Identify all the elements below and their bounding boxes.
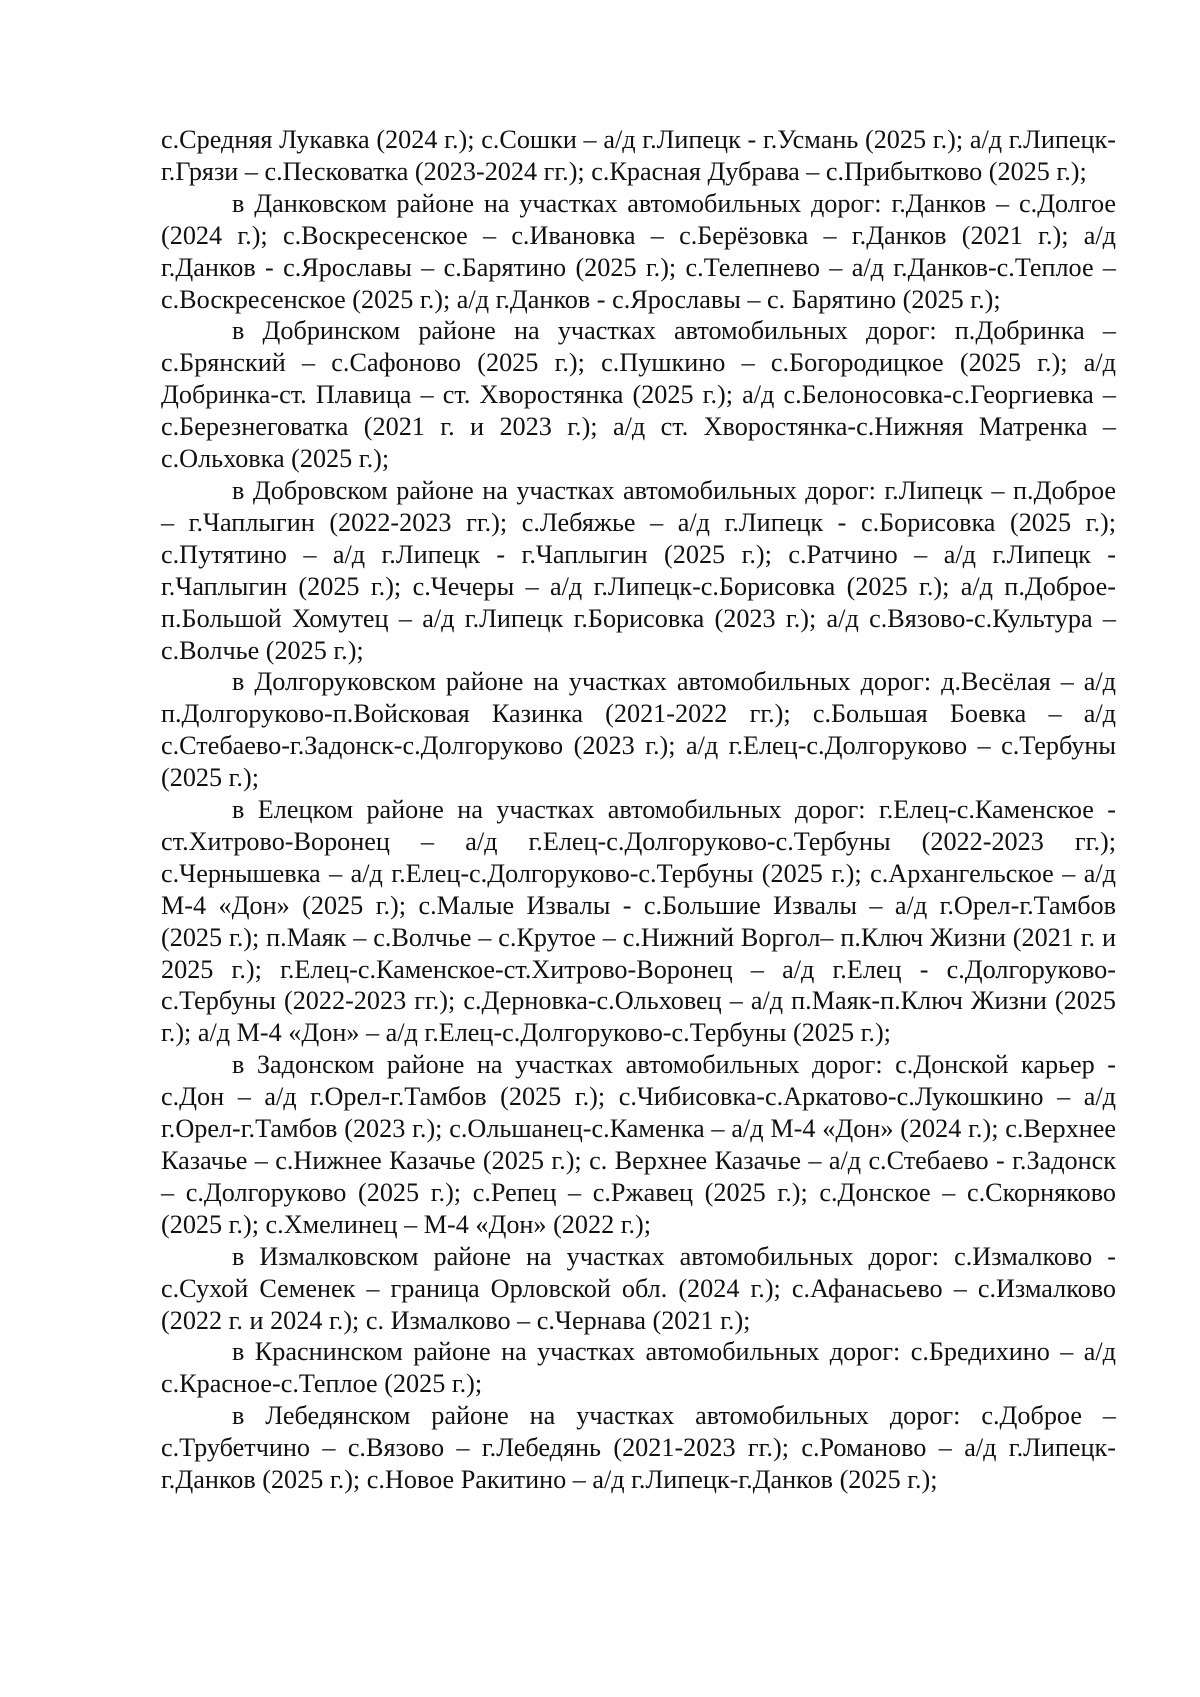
paragraph-izmalkovo-district: в Измалковском районе на участках автомобильных дорог: с.Измалково - с.Сухой Семенек – граница Орловской обл. (2024 г.); с.Афанасьево – с.Измалково (2022 г. и 2024 г.); с. Измалково – с.Чернава (2021 г.); xyxy=(161,1241,1116,1335)
paragraph-krasnoe-district: в Краснинском районе на участках автомобильных дорог: с.Бредихино – а/д с.Красное-с.Теплое (2025 г.); xyxy=(161,1337,1116,1399)
paragraph-dobrinka-district: в Добринском районе на участках автомобильных дорог: п.Добринка – с.Брянский – с.Сафоново (2025 г.); с.Пушкино – с.Богородицкое (2025 г.); а/д Добринка-ст. Плавица – ст. Хворостянка (2025 г.); а/д с.Белоносовка-с.Георгиевка – с.Березнеговатка (2021 г. и 2023 г.); а/д ст. Хворостянка-с.Нижняя Матренка – с.Ольховка (2025 г.); xyxy=(161,316,1116,474)
paragraph-dankov-district: в Данковском районе на участках автомобильных дорог: г.Данков – с.Долгое (2024 г.); с.Воскресенское – с.Ивановка – с.Берёзовка – г.Данков (2021 г.); а/д г.Данков - с.Ярославы – с.Барятино (2025 г.); с.Телепнево – а/д г.Данков-с.Теплое – с.Воскресенское (2025 г.); а/д г.Данков - с.Ярославы – с. Барятино (2025 г.); xyxy=(161,188,1116,314)
paragraph-dolgorukovo-district: в Долгоруковском районе на участках автомобильных дорог: д.Весёлая – а/д п.Долгоруково-п.Войсковая Казинка (2021-2022 гг.); с.Большая Боевка – а/д с.Стебаево-г.Задонск-с.Долгоруково (2023 г.); а/д г.Елец-с.Долгоруково – с.Тербуны (2025 г.); xyxy=(161,667,1116,793)
document-page xyxy=(161,124,1116,1496)
paragraph-zadonsk-district: в Задонском районе на участках автомобильных дорог: с.Донской карьер - с.Дон – а/д г.Орел-г.Тамбов (2025 г.); с.Чибисовка-с.Аркатово-с.Лукошкино – а/д г.Орел-г.Тамбов (2023 г.); с.Ольшанец-с.Каменка – а/д М-4 «Дон» (2024 г.); с.Верхнее Казачье – с.Нижнее Казачье (2025 г.); с. Верхнее Казачье – а/д с.Стебаево - г.Задонск – с.Долгоруково (2025 г.); с.Репец – с.Ржавец (2025 г.); с.Донское – с.Скорняково (2025 г.); с.Хмелинец – М-4 «Дон» (2022 г.); xyxy=(161,1050,1116,1239)
paragraph-continuation: с.Средняя Лукавка (2024 г.); с.Сошки – а/д г.Липецк - г.Усмань (2025 г.); а/д г.Липецк- г.Грязи – с.Песковатка (2023-2024 гг.); с.Красная Дубрава – с.Прибытково (2025 г.); xyxy=(161,125,1116,186)
paragraph-dobroe-district: в Добровском районе на участках автомобильных дорог: г.Липецк – п.Доброе – г.Чаплыгин (2022-2023 гг.); с.Лебяжье – а/д г.Липецк - с.Борисовка (2025 г.); с.Путятино – а/д г.Липецк - г.Чаплыгин (2025 г.); с.Ратчино – а/д г.Липецк - г.Чаплыгин (2025 г.); с.Чечеры – а/д г.Липецк-с.Борисовка (2025 г.); а/д п.Доброе-п.Большой Хомутец – а/д г.Липецк г.Борисовка (2023 г.); а/д с.Вязово-с.Культура – с.Волчье (2025 г.); xyxy=(161,475,1116,665)
paragraph-lebedyan-district: в Лебедянском районе на участках автомобильных дорог: с.Доброе – с.Трубетчино – с.Вязово – г.Лебедянь (2021-2023 гг.); с.Романово – а/д г.Липецк-г.Данков (2025 г.); с.Новое Ракитино – а/д г.Липецк-г.Данков (2025 г.); xyxy=(161,1401,1116,1495)
paragraph-elets-district: в Елецком районе на участках автомобильных дорог: г.Елец-с.Каменское - ст.Хитрово-Воронец – а/д г.Елец-с.Долгоруково-с.Тербуны (2022-2023 гг.); с.Чернышевка – а/д г.Елец-с.Долгоруково-с.Тербуны (2025 г.); с.Архангельское – а/д М-4 «Дон» (2025 г.); с.Малые Извалы - с.Большие Извалы – а/д г.Орел-г.Тамбов (2025 г.); п.Маяк – с.Волчье – с.Крутое – с.Нижний Воргол– п.Ключ Жизни (2021 г. и 2025 г.); г.Елец-с.Каменское-ст.Хитрово-Воронец – а/д г.Елец - с.Долгоруково-с.Тербуны (2022-2023 гг.); с.Дерновка-с.Ольховец – а/д п.Маяк-п.Ключ Жизни (2025 г.); а/д М-4 «Дон» – а/д г.Елец-с.Долгоруково-с.Тербуны (2025 г.); xyxy=(161,795,1116,1048)
